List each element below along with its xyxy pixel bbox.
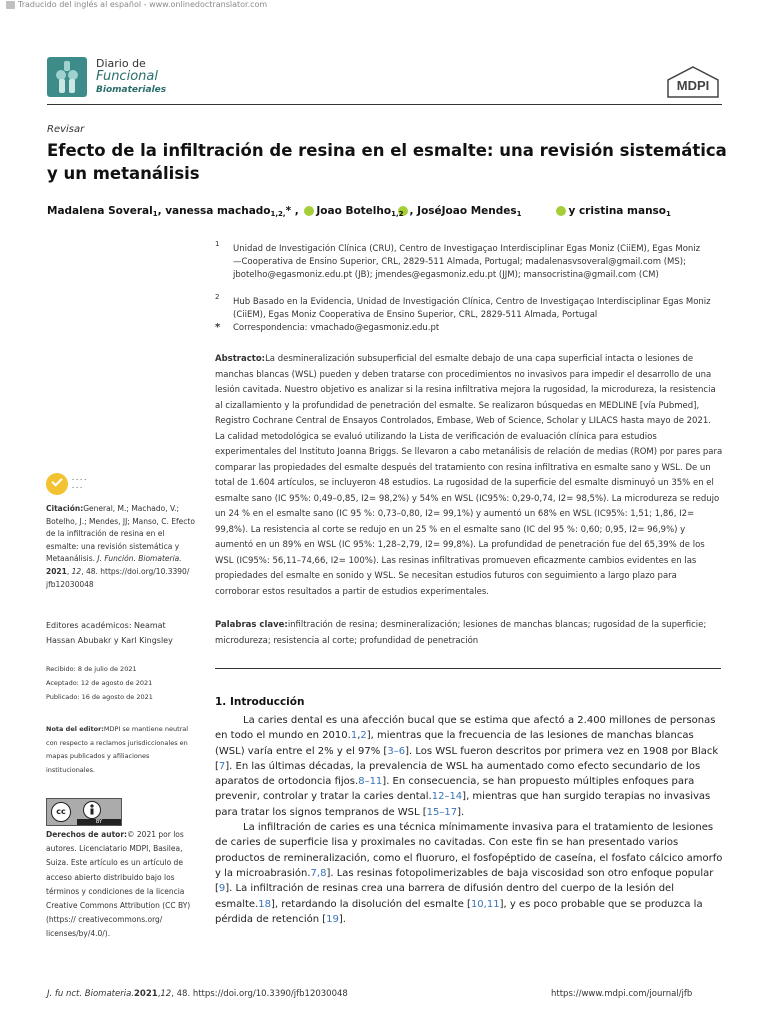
reference-link[interactable]: 15–17 (426, 806, 458, 818)
citation-doi[interactable]: , 48. https://doi.org/10.3390/ jfb12030048 (46, 566, 190, 589)
journal-name-line3: Biomateriales (96, 85, 167, 95)
author-affil: 1 (152, 210, 158, 218)
author-list (47, 205, 747, 217)
author-affil: 1,2 (391, 210, 404, 218)
mdpi-logo (666, 66, 720, 98)
keywords-label: Palabras clave: (215, 620, 288, 630)
affiliation-text: Hub Basado en la Evidencia, Unidad de Investigación Clínica, Centro de Investigaçao Interdisciplinar Egas Moniz (CiiEM), Egas Moniz Cooperativa de Ensino Superior, CRL, 2829-511 Almada, Portugal (233, 297, 711, 320)
reference-link[interactable]: 7,8 (310, 867, 327, 879)
affiliation-number: 1 (215, 240, 220, 248)
footer-citation: J. fu nct. Biomateria.2021,12, 48. https://doi.org/10.3390/jfb12030048 (47, 989, 348, 999)
cc-icon: cc (51, 802, 71, 822)
affiliation-number: 2 (215, 293, 220, 301)
translator-bar[interactable]: Traducido del inglés al español - www.onlinedoctranslator.com (0, 0, 267, 10)
abstract-text: La desmineralización subsuperficial del esmalte debajo de una capa superficial intacta o lesiones de manchas blancas (WSL) pueden y deben tratarse con procedimientos no invasivos para impedir el desarrollo de una lesión cavitada. Nuestro objetivo es analizar si la resina infiltrativa mejora la rugosidad, la microdureza, la resistencia al cizallamiento y la profundidad de penetración del esmalte. Se realizaron búsquedas en MEDLINE [vía Pubmed], Registro Cochrane Central de Ensayos Controlados, Embase, Web of Science, Scholar y LILACS hasta mayo de 2021. La calidad metodológica se evaluó utilizando la Lista de verificación de evaluación clínica para estudios experimentales del Instituto Joanna Briggs. Se llevaron a cabo metanálisis de relación de medias (ROM) por pares para comparar las propiedades del esmalte después del tratamiento con resina infiltrativa en esmalte sano y WSL. De un total de 1.604 artículos, se incluyeron 48 estudios. La rugosidad de la superficie del esmalte disminuyó un 35% en el esmalte sano (IC 95%: 0,49–0,85, I2= 98,2%) y 54% en WSL (IC95%: 0,29-0,74, I2= 98,5%). La microdureza se redujo un 24 % en el esmalte sano (IC 95 %: 0,73–0,80, I2= 99,1%) y aumentó un 68% en WSL (IC95%: 1,51; 1,86, I2= 99,8%). La resistencia al corte se redujo en un 25 % en el esmalte sano (IC del 95 %: 0,60; 0,95, I2= 96,9%) y aumentó en un 89% en WSL (IC 95%: 1,28–2,79, I2= 99,8%). La profundidad de penetración fue del 65,39% de los WSL (IC95%: 56,11–74,66, I2= 100%). Las resinas infiltrativas promueven eficazmente cambios evidentes en las propiedades del esmalte en sonido y WSL. Se necesitan estudios futuros con seguimiento a largo plazo para corroborar estos resultados a partir de estudios experimentales. (215, 354, 723, 597)
reference-link[interactable]: 12–14 (431, 791, 463, 803)
check-for-updates-icon[interactable] (46, 473, 68, 495)
correspondence-mark: * (215, 322, 221, 333)
paragraph: La infiltración de caries es una técnica mínimamente invasiva para el tratamiento de lesiones de caries de superficie lisa y proximales no cavitadas. Con este fin se han presentado varios productos de remineralización, como el fluoruro, el fosfopéptido de caseína, el fosfato cálcico amorfo y la microabrasión.7,8]. Las resinas fotopolimerizables de baja viscosidad son otro enfoque popular [9]. La infiltración de resinas crea una barrera de difusión dentro del cuerpo de la lesión del esmalte.18], retardando la disolución del esmalte [10,11], y es poco probable que se produzca la pérdida de retención [19]. (215, 822, 723, 925)
cc-by-label: BY (77, 819, 121, 825)
received-date: Recibido: 8 de julio de 2021 (46, 665, 137, 673)
section-heading: 1. Introducción (215, 696, 305, 708)
author: , JoséJoao Mendes (409, 205, 517, 217)
correspondence-mark: * , (285, 205, 299, 217)
citation-block: Citación:General, M.; Machado, V.; Botelho, J.; Mendes, JJ; Manso, C. Efecto de la infiltración de resina en el esmalte: una revisión sistemática y Metaanálisis. J. Función. Biomateria. 2021, 12, 48. https://doi.org/10.3390/ jfb12030048 (46, 504, 195, 589)
accepted-date: Aceptado: 12 de agosto de 2021 (46, 679, 153, 687)
orcid-icon[interactable] (304, 206, 314, 216)
article-title: Efecto de la infiltración de resina en el esmalte: una revisión sistemática y un metanálisis (47, 141, 727, 183)
author-affil: 1 (516, 210, 522, 218)
correspondence-text: Correspondencia: vmachado@egasmoniz.edu.pt (233, 323, 440, 333)
author: Joao Botelho (316, 205, 392, 217)
keywords (215, 618, 723, 649)
reference-link[interactable]: 9 (218, 883, 226, 895)
header-divider (47, 104, 722, 105)
author: Madalena Soveral (47, 205, 153, 217)
check-for-updates-label: - - - - - - - (72, 476, 87, 491)
journal-name-line2: Funcional (96, 69, 158, 84)
dates-block (46, 662, 196, 704)
journal-logo-icon (47, 57, 87, 97)
cc-by-license-badge[interactable] (46, 798, 122, 826)
footer-journal-url[interactable]: https://www.mdpi.com/journal/jfb (551, 989, 693, 999)
abstract (215, 352, 723, 600)
paragraph: La caries dental es una afección bucal que se estima que afectó a 2.400 millones de personas en todo el mundo en 2010.1,2], mientras que la frecuencia de las lesiones de manchas blancas (WSL) varía entre el 2% y el 97% [3–6]. Los WSL fueron descritos por primera vez en 1908 por Black [7]. En las últimas décadas, la prevalencia de WSL ha aumentado como efecto secundario de los aparatos de ortodoncia fijos.8–11]. En consecuencia, se han propuesto múltiples enfoques para prevenir, controlar y tratar la caries dental.12–14], mientras que han surgido terapias no invasivas para tratar los signos tempranos de WSL [15–17]. (215, 715, 719, 818)
author-affil: 1,2, (270, 210, 286, 218)
published-date: Publicado: 16 de agosto de 2021 (46, 693, 153, 701)
reference-link[interactable]: 1 (350, 730, 358, 742)
reference-link[interactable]: 8–11 (358, 776, 383, 788)
copyright-block: Derechos de autor:© 2021 por los autores. Licenciatario MDPI, Basilea, Suiza. Este artículo es un artículo de acceso abierto distribuido bajo los términos y condiciones de la licencia Creative Commons Attribution (CC BY) (https:// creativecommons.org/ licenses/by/4.0/). (46, 830, 191, 939)
journal-name-line1: Diario de (96, 57, 146, 70)
author-affil: 1 (666, 210, 671, 218)
academic-editors: Editores académicos: Neamat Hassan Abubakr y Karl Kingsley (46, 621, 173, 645)
publisher-name: MDPI (676, 78, 710, 93)
citation-label: Citación: (46, 504, 84, 513)
affiliation-text: Unidad de Investigación Clínica (CRU), Centro de Investigaçao Interdisciplinar Egas Moniz (CiiEM), Egas Moniz—Cooperativa de Ensino Superior, CRL, 2829-511 Almada, Portugal; madalenasvsoveral@gmail.com (MS); jbotelho@egasmoniz.edu.pt (JB); jmendes@egasmoniz.edu.pt (JJM); mansocristina@gmail.com (CM) (233, 244, 701, 280)
author: y cristina manso (568, 205, 667, 217)
body-text (215, 713, 723, 927)
reference-link[interactable]: 19 (326, 913, 339, 925)
keywords-divider (215, 668, 721, 669)
reference-link[interactable]: 3–6 (387, 745, 406, 757)
reference-link[interactable]: 7 (218, 760, 226, 772)
article-type: Revisar (47, 124, 85, 135)
reference-link[interactable]: 2 (360, 730, 367, 742)
publisher-note: Nota del editor:MDPI se mantiene neutral con respecto a reclamos jurisdiccionales en mapas publicados y afiliaciones institucionales. (46, 725, 189, 774)
author: , vanessa machado (157, 205, 271, 217)
reference-link[interactable]: 10,11 (470, 898, 500, 910)
abstract-label: Abstracto: (215, 354, 266, 364)
reference-link[interactable]: 18 (258, 898, 271, 910)
keywords-text: infiltración de resina; desmineralización; lesiones de manchas blancas; rugosidad de la superficie; microdureza; resistencia al corte; profundidad de penetración (215, 620, 707, 646)
orcid-icon[interactable] (556, 206, 566, 216)
footer-doi-link[interactable]: , 48. https://doi.org/10.3390/jfb12030048 (171, 989, 348, 999)
attribution-icon (83, 801, 101, 819)
translate-icon (6, 1, 15, 9)
